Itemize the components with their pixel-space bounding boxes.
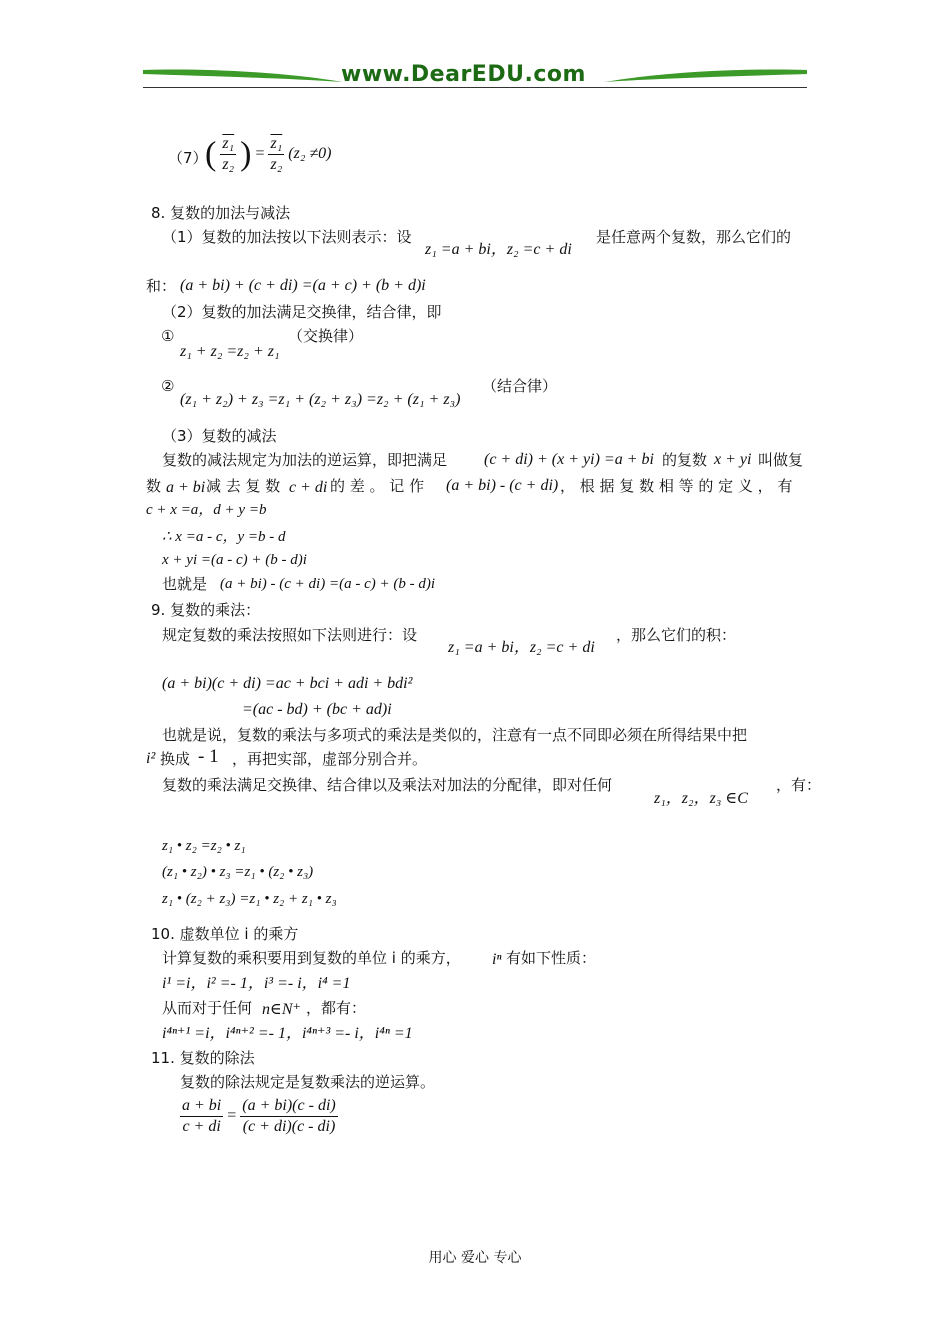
s8-p3-l4: ∴ x =a - c，y =b - d: [162, 529, 286, 545]
s9-l1-math: z₁ =a + bi，z₂ =c + di: [448, 639, 595, 656]
law2-math: (z₁ + z₂) + z₃ =z₁ + (z₂ + z₃) =z₂ + (z₁ + z₃): [180, 391, 461, 408]
header-swoosh-left: [143, 66, 343, 86]
s10-l1a: 计算复数的乘积要用到复数的单位 i 的乘方，: [162, 949, 461, 967]
s9-law1: z₁ • z₂ =z₂ • z₁: [162, 838, 246, 854]
law1-mark: ①: [161, 327, 175, 345]
s8-p3: （3）复数的减法: [162, 427, 277, 445]
law2-mark: ②: [161, 377, 175, 395]
s10-l3a: 从而对于任何: [162, 999, 253, 1017]
s10-l3-math: n∈N⁺: [262, 1001, 301, 1018]
law1-math: z₁ + z₂ =z₂ + z₁: [180, 343, 280, 360]
section11-title: 11. 复数的除法: [151, 1049, 255, 1067]
s9-l3-math: i²: [146, 750, 156, 767]
header-swoosh-right: [604, 66, 807, 86]
s8-p3-l2-m3: (a + bi) - (c + di): [446, 477, 559, 494]
section10-title: 10. 虚数单位 i 的乘方: [151, 925, 299, 943]
law1-name: （交换律）: [288, 327, 364, 345]
s8-p3-l6-math: (a + bi) - (c + di) =(a - c) + (b - d)i: [220, 576, 436, 592]
s8-p3-l3: c + x =a，d + y =b: [146, 502, 267, 518]
header-rule: [143, 87, 807, 88]
s11-formula: $\frac{a + bi}{c + di}$ = $\frac{(a + bi)(c - di)}{(c + di)(c - di)}$: [182, 1097, 336, 1135]
s8-p3-l2d: ， 根 据 复 数 相 等 的 定 义 ， 有: [560, 477, 793, 495]
item7-label: （7）: [168, 149, 208, 167]
s9-l3b: ，再把实部，虚部分别合并。: [232, 750, 428, 768]
s9-l4a: 复数的乘法满足交换律、结合律以及乘法对加法的分配律，即对任何: [162, 776, 613, 794]
s9-eq1: (a + bi)(c + di) =ac + bci + adi + bdi²: [162, 675, 413, 692]
s10-l1b: 有如下性质：: [506, 949, 597, 967]
s8-p1-tail: 是任意两个复数，那么它们的: [596, 228, 792, 246]
s8-p3-l2-m1: a + bi: [166, 479, 206, 496]
s8-p3-l2a: 数: [146, 477, 162, 495]
s9-l3a: 换成: [160, 750, 191, 768]
s11-lhs-fraction: $\frac{a + bi}{c + di}$: [182, 1097, 222, 1135]
s8-p1-sum-math: (a + bi) + (c + di) =(a + c) + (b + d)i: [180, 277, 426, 294]
s9-l2: 也就是说，复数的乘法与多项式的乘法是类似的，注意有一点不同即必须在所得结果中把: [162, 726, 748, 744]
s10-l3b: ，都有：: [306, 999, 367, 1017]
s8-p3-l2-m2: c + di: [289, 479, 328, 496]
footer-motto: 用心 爱心 专心: [428, 1250, 522, 1266]
s9-eq2: =(ac - bd) + (bc + ad)i: [242, 701, 392, 718]
s8-p3-l1-math: (c + di) + (x + yi) =a + bi: [484, 451, 654, 468]
s8-p1-sum-label: 和：: [146, 277, 177, 295]
s9-l4-math: z₁，z₂，z₃ ∈C: [654, 790, 748, 807]
item7-lhs-fraction: $\frac{\text{z₁}}{\text{z₂}}$: [222, 135, 235, 173]
s8-p3-l1a: 复数的减法规定为加法的逆运算，即把满足: [162, 451, 448, 469]
s9-law3: z₁ • (z₂ + z₃) =z₁ • z₂ + z₁ • z₃: [162, 891, 337, 907]
s9-l4b: ，有：: [776, 776, 822, 794]
s8-p3-l2b: 减 去 复 数: [206, 477, 281, 495]
s10-l2: i¹ =i，i² =- 1，i³ =- i，i⁴ =1: [162, 975, 351, 992]
s10-l1-math: iⁿ: [492, 951, 502, 968]
section9-title: 9. 复数的乘法：: [151, 601, 261, 619]
s9-l1b: ，那么它们的积：: [616, 626, 737, 644]
item7-formula: ( $\frac{\text{z₁}}{\text{z₂}}$ ) = $\frac{\text{z₁}}{\text{z₂}}$ (z₂ ≠0): [205, 135, 332, 173]
s9-l1a: 规定复数的乘法按照如下法则进行：设: [162, 626, 418, 644]
s11-rhs-fraction: $\frac{(a + bi)(c - di)}{(c + di)(c - di)}$: [242, 1097, 336, 1135]
s9-l3-math2: - 1: [198, 746, 219, 767]
s11-l1: 复数的除法规定是复数乘法的逆运算。: [180, 1073, 436, 1091]
s8-p3-l5: x + yi =(a - c) + (b - d)i: [162, 552, 307, 568]
s8-p3-l6-label: 也就是: [162, 575, 208, 593]
s8-p3-l2c: 的 差 。 记 作: [330, 477, 425, 495]
s8-p3-l1-math2: x + yi: [714, 451, 752, 468]
paren-left: (: [205, 135, 217, 173]
paren-right: ): [240, 135, 252, 173]
s8-p3-l1b: 的复数: [662, 451, 708, 469]
s8-p1-label: （1）复数的加法按以下法则表示：设: [162, 228, 412, 246]
s8-p2: （2）复数的加法满足交换律，结合律，即: [162, 303, 442, 321]
item7-rhs-fraction: $\frac{\text{z₁}}{\text{z₂}}$: [270, 135, 283, 173]
s10-l4: i⁴ⁿ⁺¹ =i，i⁴ⁿ⁺² =- 1，i⁴ⁿ⁺³ =- i，i⁴ⁿ =1: [162, 1025, 413, 1042]
s9-law2: (z₁ • z₂) • z₃ =z₁ • (z₂ • z₃): [162, 864, 314, 880]
item7-condition: (z₂ ≠0): [288, 145, 332, 163]
section8-title: 8. 复数的加法与减法: [151, 204, 291, 222]
law2-name: （结合律）: [482, 377, 558, 395]
s8-p1-math: z₁ =a + bi，z₂ =c + di: [425, 241, 572, 258]
s8-p3-l1c: 叫做复: [758, 451, 804, 469]
site-logo[interactable]: www.DearEDU.com: [341, 62, 586, 87]
